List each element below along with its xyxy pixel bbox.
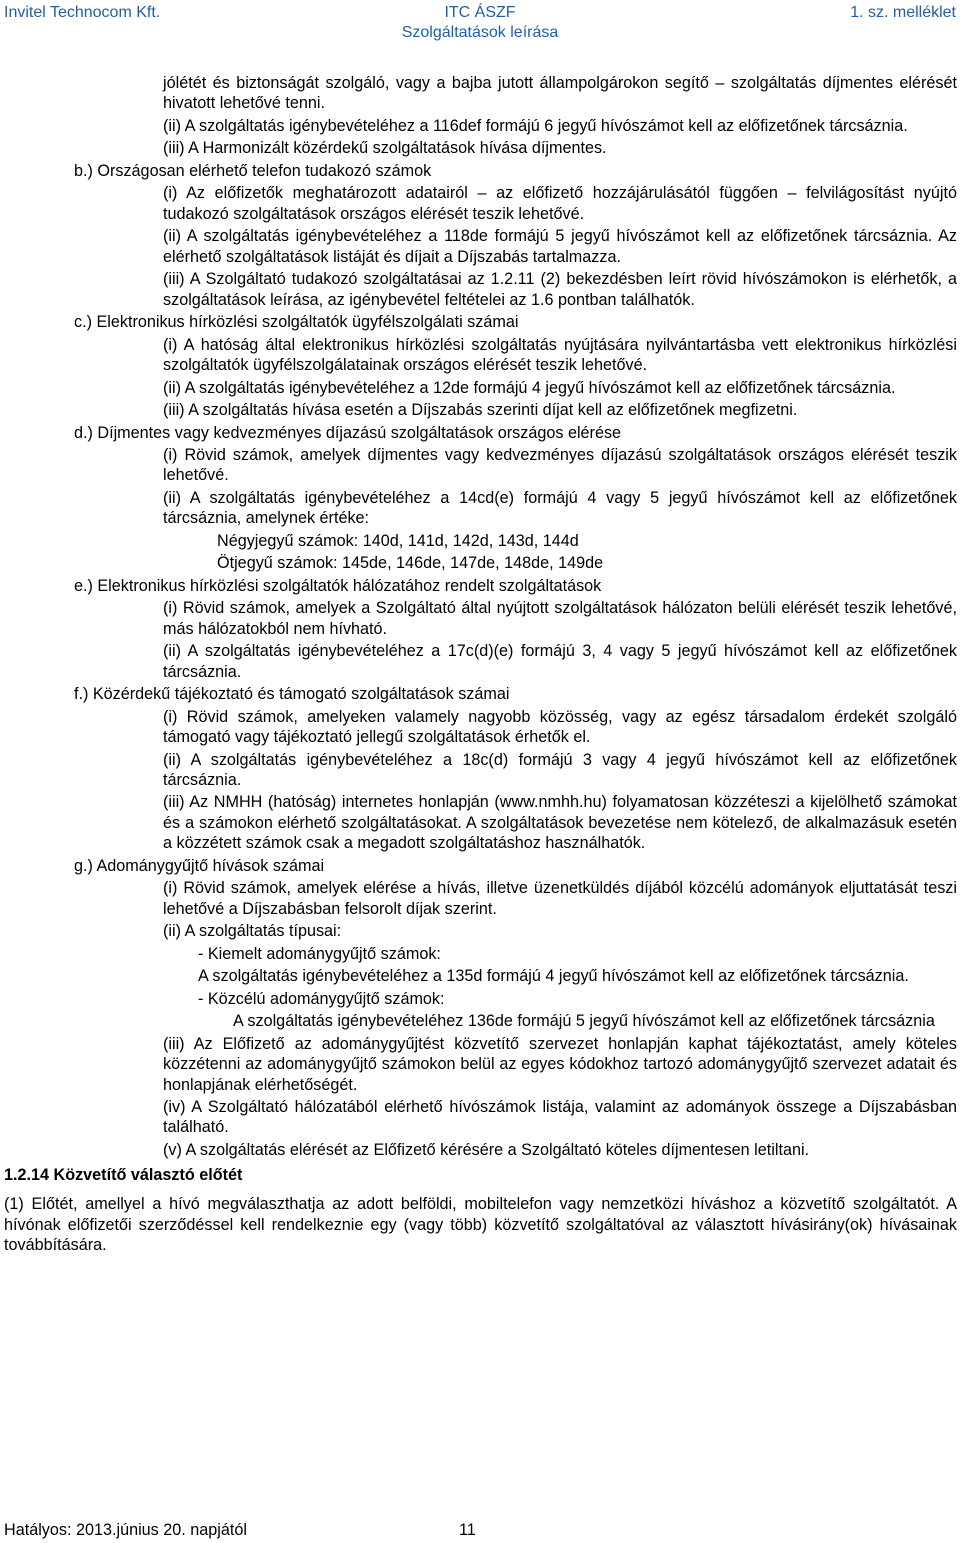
paragraph-f-ii: (ii) A szolgáltatás igénybevételéhez a 18c(d) formájú 3 vagy 4 jegyű hívószámot kell az előfizetőnek tárcsáznia.	[163, 750, 957, 789]
page-number: 11	[459, 1521, 476, 1539]
paragraph-f-iii: (iii) Az NMHH (hatóság) internetes honlapján (www.nmhh.hu) folyamatosan közzéteszi a kijelölhető számokat és a számokon elérhető szolgáltatásokat. A szolgáltatások bevezetése nem kötelező, de alkalmazásuk esetén a közzétett számok csak a megadott szolgáltatáshoz használhatók.	[163, 793, 957, 853]
item-c-title: c.) Elektronikus hírközlési szolgáltatók ügyfélszolgálati számai	[74, 313, 519, 332]
paragraph-e-ii: (ii) A szolgáltatás igénybevételéhez a 17c(d)(e) formájú 3, 4 vagy 5 jegyű hívószámot kell az előfizetőnek tárcsáznia.	[163, 642, 957, 681]
document-body	[0, 73, 960, 1258]
paragraph-a-iii: (iii) A Harmonizált közérdekű szolgáltatások hívása díjmentes.	[163, 139, 607, 158]
paragraph-g-ii-1-text: A szolgáltatás igénybevételéhez a 135d formájú 4 jegyű hívószámot kell az előfizetőnek tárcsáznia.	[198, 967, 909, 986]
paragraph-a-ii: (ii) A szolgáltatás igénybevételéhez a 116def formájú 6 jegyű hívószámot kell az előfizetőnek tárcsáznia.	[163, 116, 908, 135]
paragraph-e-i: (i) Rövid számok, amelyek a Szolgáltató által nyújtott szolgáltatások hálózaton belüli elérését teszik lehetővé, más hálózatokból nem hívható.	[163, 599, 957, 638]
paragraph-g-ii-1-title: - Kiemelt adománygyűjtő számok:	[198, 944, 441, 963]
paragraph-f-i: (i) Rövid számok, amelyeken valamely nagyobb közösség, vagy az egész társadalom érdekét szolgáló támogató vagy tájékoztató jellegű szolgáltatások érhetők el.	[163, 707, 957, 747]
paragraph-d-i: (i) Rövid számok, amelyek díjmentes vagy kedvezményes díjazású szolgáltatások országos elérését teszik lehetővé.	[163, 446, 957, 485]
section-heading: 1.2.14 Közvetítő választó előtét	[4, 1166, 243, 1185]
footer-effective-date: Hatályos: 2013.június 20. napjától	[4, 1521, 247, 1539]
page-header	[0, 3, 960, 43]
paragraph-g-ii: (ii) A szolgáltatás típusai:	[163, 922, 342, 941]
paragraph-g-ii-2-title: - Közcélú adománygyűjtő számok:	[198, 989, 445, 1008]
header-subtitle: Szolgáltatások leírása	[401, 24, 559, 41]
header-company: Invitel Technocom Kft.	[4, 4, 161, 21]
item-b-title: b.) Országosan elérhető telefon tudakozó számok	[74, 161, 432, 180]
paragraph-a-continuation: jólétét és biztonságát szolgáló, vagy a bajba jutott állampolgárokon segítő – szolgáltatás díjmentes elérését hivatott lehetővé tenni.	[163, 74, 957, 113]
paragraph-b-ii: (ii) A szolgáltatás igénybevételéhez a 118de formájú 5 jegyű hívószámot kell az előfizetőnek tárcsáznia. Az elérhető szolgáltatások listáját és díjait a Díjszabás tartalmazza.	[163, 227, 957, 266]
paragraph-c-i: (i) A hatóság által elektronikus hírközlési szolgáltatás nyújtására nyilvántartásba vett elektronikus hírközlési szolgáltatók ügyfélszolgálatainak országos elérését teszik lehetővé.	[163, 335, 957, 375]
paragraph-c-iii: (iii) A szolgáltatás hívása esetén a Díjszabás szerinti díjat kell az előfizetőnek megfizetni.	[163, 401, 798, 420]
paragraph-g-iv: (iv) A Szolgáltató hálózatából elérhető hívószámok listája, valamint az adományok összege a Díjszabásban található.	[163, 1098, 957, 1137]
paragraph-d-four-digit: Négyjegyű számok: 140d, 141d, 142d, 143d, 144d	[217, 531, 579, 550]
header-document-code: ITC ÁSZF	[444, 4, 516, 21]
section-paragraph-1: (1) Előtét, amellyel a hívó megválaszthatja az adott belföldi, mobiltelefon vagy nemzetközi híváshoz a közvetítő szolgáltatót. A hívónak előfizetői szerződéssel kell rendelkeznie egy (vagy több) közvetítő szolgáltatóval az választott hívásirány(ok) hívásainak továbbítására.	[4, 1195, 957, 1255]
item-e-title: e.) Elektronikus hírközlési szolgáltatók hálózatához rendelt szolgáltatások	[74, 576, 602, 595]
paragraph-b-i: (i) Az előfizetők meghatározott adatairól – az előfizető hozzájárulásától függően – felvilágosítást nyújtó tudakozó szolgáltatások országos elérését teszik lehetővé.	[163, 184, 957, 223]
paragraph-g-v: (v) A szolgáltatás elérését az Előfizető kérésére a Szolgáltató köteles díjmentesen letiltani.	[163, 1140, 810, 1159]
paragraph-d-ii: (ii) A szolgáltatás igénybevételéhez a 14cd(e) formájú 4 vagy 5 jegyű hívószámot kell az előfizetőnek tárcsáznia, amelynek értéke:	[163, 488, 957, 528]
header-annex: 1. sz. melléklet	[850, 4, 956, 21]
item-g-title: g.) Adománygyűjtő hívások számai	[74, 856, 325, 875]
paragraph-g-iii: (iii) Az Előfizető az adománygyűjtést közvetítő szervezet honlapján kaphat tájékoztatást, amely köteles közzétenni az adománygyűjtő számokon belül az egyes kódokhoz tartozó adománygyűjtő szervezet adatait és honlapjának elérhetőségét.	[163, 1034, 957, 1094]
paragraph-d-five-digit: Ötjegyű számok: 145de, 146de, 147de, 148de, 149de	[217, 554, 604, 573]
paragraph-g-ii-2-text: A szolgáltatás igénybevételéhez 136de formájú 5 jegyű hívószámot kell az előfizetőnek tárcsáznia	[233, 1012, 935, 1031]
paragraph-g-i: (i) Rövid számok, amelyek elérése a hívás, illetve üzenetküldés díjából közcélú adományok eljuttatását teszi lehetővé a Díjszabásban felsorolt díjak szerint.	[163, 879, 957, 918]
paragraph-b-iii: (iii) A Szolgáltató tudakozó szolgáltatásai az 1.2.11 (2) bekezdésben leírt rövid hívószámokon is elérhetők, a szolgáltatások leírása, az igénybevétel feltételei az 1.6 pontban találhatók.	[163, 270, 957, 309]
item-d-title: d.) Díjmentes vagy kedvezményes díjazású szolgáltatások országos elérése	[74, 423, 622, 442]
item-f-title: f.) Közérdekű tájékoztató és támogató szolgáltatások számai	[74, 685, 510, 704]
paragraph-c-ii: (ii) A szolgáltatás igénybevételéhez a 12de formájú 4 jegyű hívószámot kell az előfizetőnek tárcsáznia.	[163, 378, 896, 397]
